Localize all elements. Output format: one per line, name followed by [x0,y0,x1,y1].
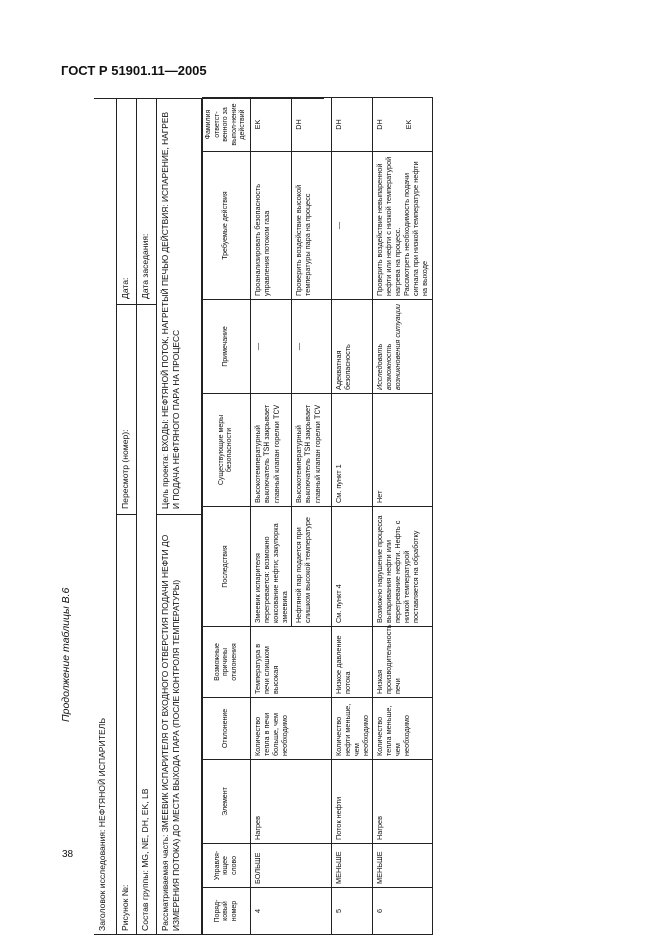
divider [117,304,137,305]
col-header: Требуемые действия [203,152,251,300]
table-row [372,98,432,935]
table-row [250,98,291,935]
deviation: Количество тепла в печи больше, чем необходимо [250,698,331,760]
action [372,152,432,300]
consequence: См. пункт 4 [331,507,372,627]
revision-label: Пересмотр (номер): [120,429,130,509]
note: — [291,300,331,394]
action: — [331,152,372,300]
element: Нагрев [250,760,331,844]
col-header: Существующие меры безопасности [203,394,251,507]
safeguard-text: Высокотемпературный выключатель [293,425,312,503]
drawing-label: Рисунок №: [120,884,130,931]
divider [117,514,137,515]
row-number: 6 [372,888,432,935]
element: Нагрев [372,760,432,844]
date-label: Дата: [120,277,130,299]
responsible: DH [331,98,372,152]
meeting-date-label: Дата заседания: [140,233,150,299]
tsh-symbol: TSH [262,441,272,457]
col-header: Возможные причины отклонения [203,627,251,698]
document-header: ГОСТ Р 51901.11—2005 [61,63,207,78]
divider [137,304,157,305]
safeguard-text: закрывает главный клапан горелки [302,404,322,503]
deviation: Количество тепла меньше, чем необходимо [372,698,432,760]
safeguard: См. пункт 1 [331,394,372,507]
page-number: 38 [62,849,74,860]
part-label: Рассматриваемая часть: ЗМЕЕВИК ИСПАРИТЕЛЯ ОТ ВХОДНОГО ОТВЕРСТИЯ ПОДАЧИ НЕФТИ ДО ИЗМЕРЕНИЯ ПОТОКА) ДО МЕСТА ВЫХОДА ПАРА (ПОСЛЕ КОНТРОЛЯ ТЕМПЕРАТУРЫ) [160,534,181,931]
drawing-row [117,98,137,935]
guideword: МЕНЬШЕ [331,844,372,888]
col-header: Управля-ющее слово [203,844,251,888]
responsible-line: DH [374,119,384,130]
part-row [157,98,202,935]
col-header: Отклонение [203,698,251,760]
col-header: Примечание [203,300,251,394]
guideword: МЕНЬШЕ [372,844,432,888]
row-number: 4 [250,888,331,935]
guideword: БОЛЬШЕ [250,844,331,888]
causes: Низкая производительность печи [372,627,432,698]
causes: Температура в печи слишком высокая [250,627,331,698]
tcv-symbol: TCV [313,404,323,420]
safeguard: Нет [372,394,432,507]
responsible [372,98,432,152]
team-row [137,98,157,935]
study-title: Заголовок исследования: НЕФТЯНОЙ ИСПАРИТЕЛЬ [97,718,107,931]
consequence: Змеевик испарителя перегревается: возможно коксование нефти; закупорка змеевика [250,507,291,627]
safeguard [250,394,291,507]
consequence: Возможно нарушение процесса выпаривания нефти или перегревание нефти. Нефть с низкой температурой поставляется на обработку [372,507,432,627]
tcv-symbol: TCV [272,404,282,420]
col-header: Элемент [203,760,251,844]
causes: Низкое давление потока [331,627,372,698]
consequence: Нефтяной пар подается при слишком высокой температуре [291,507,331,627]
table-row [331,98,372,935]
team-label: Состав группы: MG, NE, DH, EK, LB [140,788,150,931]
note: Адекватная безопасность [331,300,372,394]
row-number: 5 [331,888,372,935]
table-header-row [203,98,251,935]
action: Проверить воздействие высокой температуры пара на процесс [291,152,331,300]
deviation: Количество нефти меньше, чем необходимо [331,698,372,760]
responsible: DH [291,98,331,152]
safeguard [291,394,331,507]
action-line: Проверить воздействие невыпаренной нефти или нефти с низкой температурой нагрева на процесс. [374,156,402,296]
safeguard-text: Высокотемпературный выключатель [252,425,271,503]
responsible: EK [250,98,291,152]
note: — [250,300,291,394]
element: Поток нефти [331,760,372,844]
responsible-line: EK [403,119,413,130]
tsh-symbol: TSH [303,441,313,457]
col-header: Последствия [203,507,251,627]
note: Исследовать возможность возникновения ситуации [372,300,432,394]
rotated-table [94,98,429,935]
col-header: Фамилия ответст-венного за выпол-нение действий [203,98,251,152]
action-line: Рассмотреть необходимость подачи сигнала при низкой температуре нефти на выходе [401,161,429,296]
study-title-row [94,98,117,935]
divider [157,514,202,515]
action: Проанализировать безопасность управления потоком газа [250,152,291,300]
table-caption: Продолжение таблицы В.6 [60,587,72,722]
safeguard-text: закрывает главный клапан горелки [261,404,281,503]
purpose-label: Цель проекта: ВХОДЫ: НЕФТЯНОЙ ПОТОК, НАГРЕТЫЙ ПЕЧЬЮ ДЕЙСТВИЯ: ИСПАРЕНИЕ, НАГРЕВ И ПОДАЧА НЕФТЯНОГО ПАРА НА ПРОЦЕСС [160,111,181,509]
hazop-table [202,97,433,935]
col-header: Поряд-ковый номер [203,888,251,935]
